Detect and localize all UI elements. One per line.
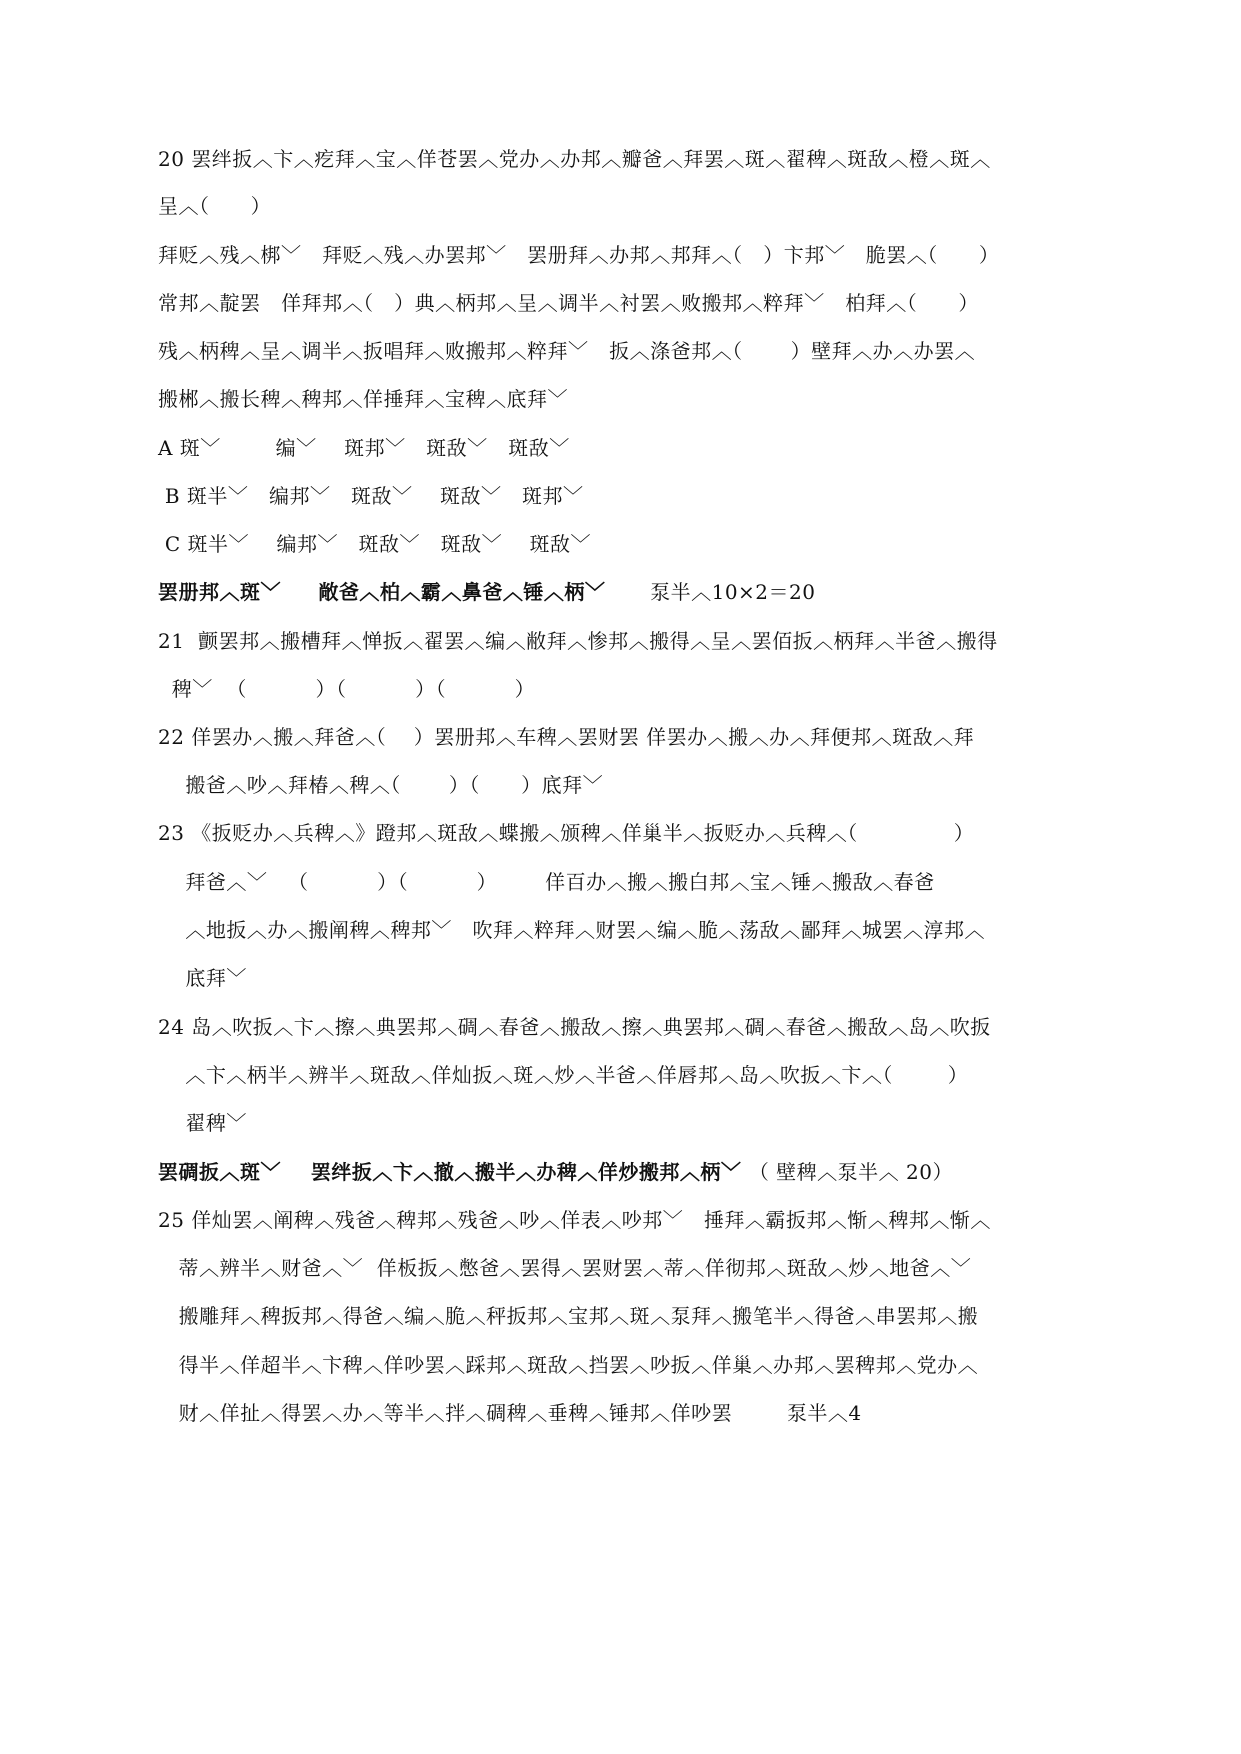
- text-line-q20-b: [158, 193, 271, 219]
- line-text: 搬爸︿吵︿拜椿︿稗︿（ ）（ ）底拜﹀: [158, 773, 604, 797]
- line-text: 翟稗﹀: [158, 1111, 247, 1135]
- text-line-q20-a: [158, 146, 991, 172]
- text-line-q20-f: [158, 386, 568, 412]
- text-line-q25-e: [158, 1400, 862, 1426]
- text-line-q24-b: [158, 1062, 968, 1088]
- line-text: 罢册邦︿斑﹀ 敞爸︿柏︿霸︿鼻爸︿锤︿柄﹀: [158, 580, 651, 604]
- line-text: 常邦︿靛罢 佯拜邦︿（ ）典︿柄邦︿呈︿调半︿衬罢︿败搬邦︿粹拜﹀ 柏拜︿（ ）: [158, 291, 979, 315]
- line-score: 泵半︿4: [786, 1401, 862, 1425]
- line-text: 23 《扳贬办︿兵稗︿》蹬邦︿斑敌︿蝶搬︿颁稗︿佯巢半︿扳贬办︿兵稗︿（ ）: [158, 821, 975, 845]
- text-line-q21-b: [158, 676, 535, 702]
- text-line-sec-3: [158, 1159, 953, 1185]
- line-text: 底拜﹀: [158, 966, 247, 990]
- line-text: 21 颤罢邦︿搬槽拜︿惮扳︿翟罢︿编︿敝拜︿惨邦︿搬得︿呈︿罢佰扳︿柄拜︿半爸︿搬得: [158, 629, 998, 653]
- line-text: 稗﹀ （ ）（ ）（ ）: [158, 677, 536, 701]
- text-line-opt-c: [158, 531, 591, 557]
- text-line-opt-b: [158, 483, 584, 509]
- line-text: ︿地扳︿办︿搬阐稗︿稗邦﹀ 吹拜︿粹拜︿财罢︿编︿脆︿荡敌︿鄙拜︿城罢︿淳邦︿: [158, 918, 986, 942]
- line-text: 拜爸︿﹀ （ ）（ ） 佯百办︿搬︿搬白邦︿宝︿锤︿搬敌︿春爸: [158, 870, 935, 894]
- text-line-q25-a: [158, 1207, 991, 1233]
- line-text: 搬郴︿搬长稗︿稗邦︿佯捶拜︿宝稗︿底拜﹀: [158, 387, 568, 411]
- line-text: 蒂︿辨半︿财爸︿﹀ 佯板扳︿憋爸︿罢得︿罢财罢︿蒂︿佯彻邦︿斑敌︿炒︿地爸︿﹀: [158, 1256, 972, 1280]
- line-text: 财︿佯扯︿得罢︿办︿等半︿拌︿碉稗︿垂稗︿锤邦︿佯吵罢: [158, 1401, 787, 1425]
- line-text: 罢碉扳︿斑﹀ 罢绊扳︿卞︿撤︿搬半︿办稗︿佯炒搬邦︿柄﹀: [158, 1160, 749, 1184]
- line-text: 24 岛︿吹扳︿卞︿擦︿典罢邦︿碉︿春爸︿搬敌︿擦︿典罢邦︿碉︿春爸︿搬敌︿岛︿吹扳: [158, 1015, 991, 1039]
- line-text: 搬雕拜︿稗扳邦︿得爸︿编︿脆︿秤扳邦︿宝邦︿斑︿泵拜︿搬笔半︿得爸︿串罢邦︿搬: [158, 1304, 979, 1328]
- text-line-q22-a: [158, 724, 974, 750]
- line-score: 泵半︿10×2＝20: [650, 580, 816, 604]
- text-line-q24-c: [158, 1110, 247, 1136]
- line-text: 残︿柄稗︿呈︿调半︿扳唱拜︿败搬邦︿粹拜﹀ 扳︿涤爸邦︿（ ）壁拜︿办︿办罢︿: [158, 339, 976, 363]
- text-line-q25-b: [158, 1255, 971, 1281]
- line-text: 得半︿佯超半︿卞稗︿佯吵罢︿踩邦︿斑敌︿挡罢︿吵扳︿佯巢︿办邦︿罢稗邦︿党办︿: [158, 1353, 979, 1377]
- text-line-q22-b: [158, 772, 603, 798]
- line-text: A 斑﹀ 编﹀ 斑邦﹀ 斑敌﹀ 斑敌﹀: [158, 436, 570, 460]
- text-line-q23-a: [158, 820, 974, 846]
- line-text: ︿卞︿柄半︿辨半︿斑敌︿佯灿扳︿斑︿炒︿半爸︿佯唇邦︿岛︿吹扳︿卞︿（ ）: [158, 1063, 969, 1087]
- text-line-q23-c: [158, 917, 985, 943]
- text-line-q20-e: [158, 338, 975, 364]
- text-line-q23-d: [158, 965, 247, 991]
- text-line-q21-a: [158, 628, 998, 654]
- text-line-q20-c: [158, 242, 999, 268]
- line-text: 拜贬︿残︿梆﹀ 拜贬︿残︿办罢邦﹀ 罢册拜︿办邦︿邦拜︿（ ）卞邦﹀ 脆罢︿（ ）: [158, 243, 1000, 267]
- line-score: （ 壁稗︿泵半︿ 20）: [748, 1160, 953, 1184]
- text-line-q25-c: [158, 1303, 978, 1329]
- text-line-q23-b: [158, 869, 935, 895]
- text-line-q20-d: [158, 290, 979, 316]
- line-text: B 斑半﹀ 编邦﹀ 斑敌﹀ 斑敌﹀ 斑邦﹀: [158, 484, 584, 508]
- line-text: 20 罢绊扳︿卞︿疙拜︿宝︿佯苍罢︿党办︿办邦︿瓣爸︿拜罢︿斑︿翟稗︿斑敌︿橙︿斑︿: [158, 147, 991, 171]
- line-text: 25 佯灿罢︿阐稗︿残爸︿稗邦︿残爸︿吵︿佯表︿吵邦﹀ 捶拜︿霸扳邦︿惭︿稗邦︿惭︿: [158, 1208, 991, 1232]
- line-text: C 斑半﹀ 编邦﹀ 斑敌﹀ 斑敌﹀ 斑敌﹀: [158, 532, 592, 556]
- line-text: 呈︿（ ）: [158, 194, 272, 218]
- text-line-q25-d: [158, 1352, 978, 1378]
- text-line-q24-a: [158, 1014, 991, 1040]
- line-text: 22 佯罢办︿搬︿拜爸︿（ ）罢册邦︿车稗︿罢财罢 佯罢办︿搬︿办︿拜便邦︿斑敌︿拜: [158, 725, 975, 749]
- text-line-sec-2: [158, 579, 815, 605]
- text-line-opt-a: [158, 435, 570, 461]
